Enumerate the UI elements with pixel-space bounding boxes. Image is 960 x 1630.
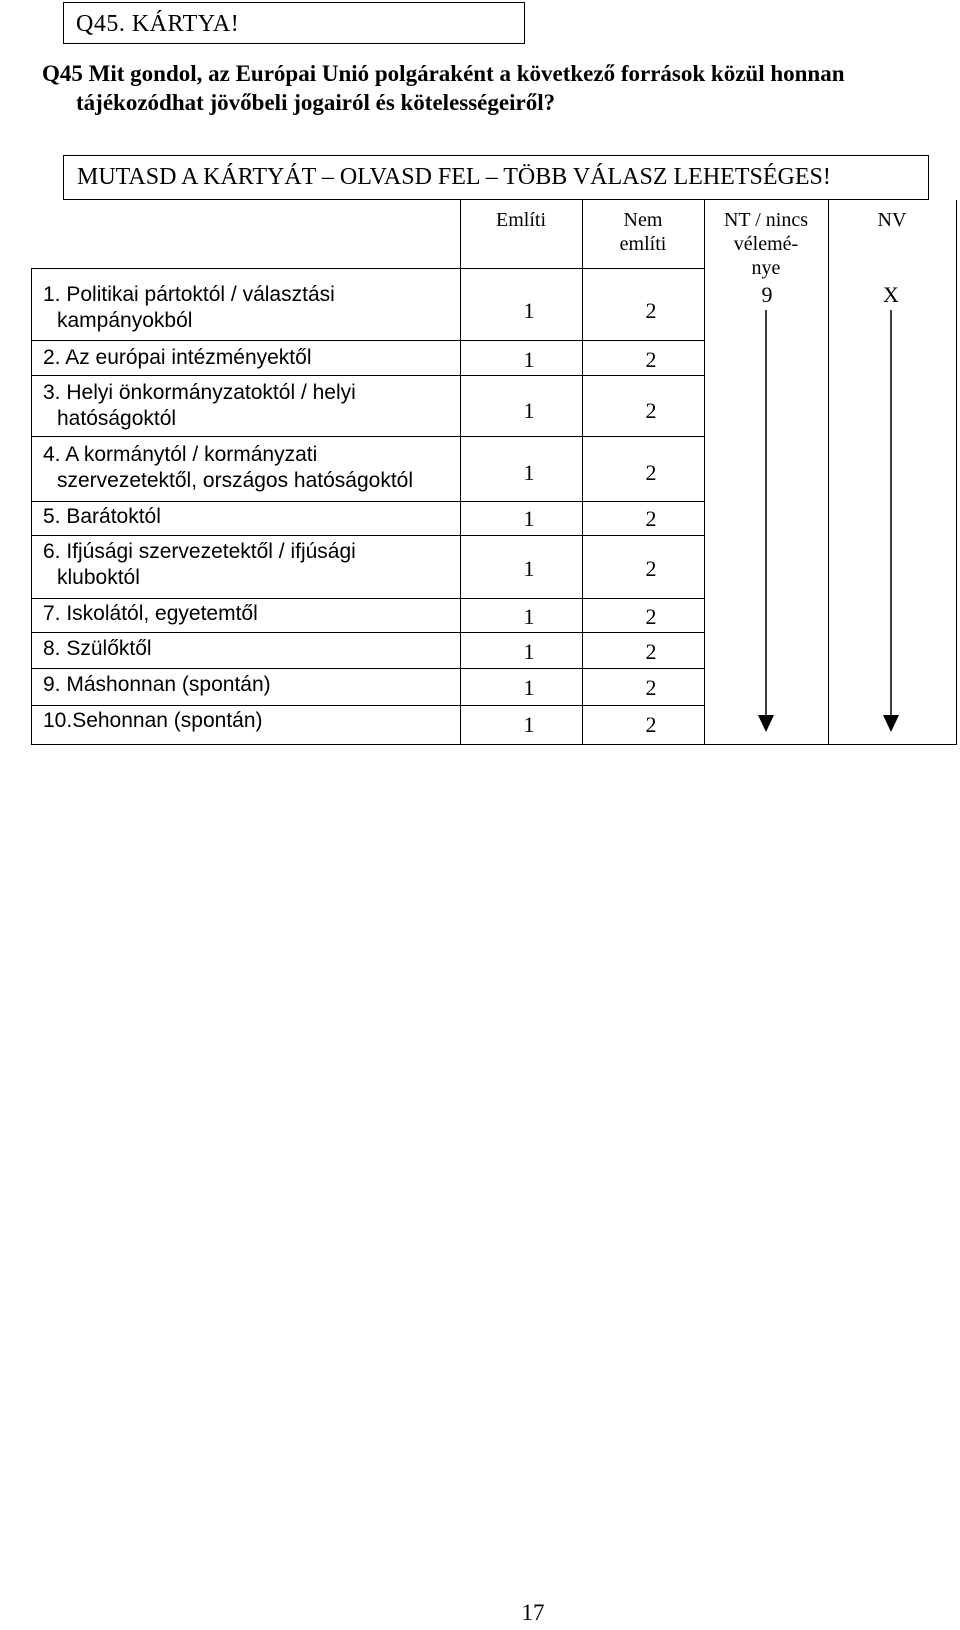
col-divider-3 — [704, 200, 705, 745]
table-row — [43, 539, 356, 591]
code-not-mentions: 2 — [645, 398, 657, 423]
header-mentions: Említi — [496, 209, 546, 231]
row-divider — [31, 501, 704, 502]
row-label: 9. Máshonnan (spontán) — [43, 673, 271, 696]
col-divider-2 — [582, 200, 583, 745]
row-divider — [31, 598, 704, 599]
code-dk: 9 — [761, 282, 773, 307]
code-mentions: 1 — [523, 506, 535, 531]
header-na: NV — [877, 209, 907, 231]
question-text — [42, 59, 942, 117]
code-mentions: 1 — [523, 712, 535, 737]
code-not-mentions: 2 — [645, 506, 657, 531]
question-line-2: tájékozódhat jövőbeli jogairól és kötelességeiről? — [76, 90, 556, 115]
question-line-1: Q45 Mit gondol, az Európai Unió polgáraként a következő források közül honnan — [42, 61, 845, 86]
code-mentions: 1 — [523, 398, 535, 423]
card-label: Q45. KÁRTYA! — [76, 11, 240, 37]
card-label-box — [63, 2, 525, 44]
header-dk-1: NT / nincs — [723, 209, 809, 231]
instruction-box — [63, 155, 929, 200]
row-label: 3. Helyi önkormányzatoktól / helyi — [43, 381, 356, 404]
header-not-mentions-2: említi — [619, 233, 667, 255]
code-not-mentions: 2 — [645, 675, 657, 700]
row-divider — [31, 668, 704, 669]
row-label: 1. Politikai pártoktól / választási — [43, 283, 335, 306]
row-label: 5. Barátoktól — [43, 505, 161, 528]
row-label-cont: szervezetektől, országos hatóságoktól — [57, 469, 414, 492]
row-divider — [31, 375, 704, 376]
table-row — [43, 442, 413, 494]
row-label-cont: kluboktól — [57, 566, 140, 589]
table-row — [43, 282, 335, 334]
code-not-mentions: 2 — [645, 460, 657, 485]
table-row — [43, 636, 152, 662]
row-label-cont: hatóságoktól — [57, 407, 177, 430]
row-label-cont: kampányokból — [57, 309, 193, 332]
header-dk-3: nye — [751, 257, 781, 279]
table-bottom-border — [31, 744, 956, 745]
row-label: 4. A kormánytól / kormányzati — [43, 443, 318, 466]
row-top-border — [31, 268, 704, 269]
col-divider-4 — [828, 200, 829, 745]
down-arrow-icon — [876, 310, 906, 735]
down-arrow-icon — [751, 310, 781, 735]
row-divider — [31, 340, 704, 341]
header-dk-2: vélemé- — [733, 233, 799, 255]
code-not-mentions: 2 — [645, 712, 657, 737]
table-row — [43, 601, 258, 627]
code-mentions: 1 — [523, 604, 535, 629]
code-mentions: 1 — [523, 556, 535, 581]
code-mentions: 1 — [523, 298, 535, 323]
table-row — [43, 672, 271, 698]
table-row — [43, 504, 161, 530]
row-label: 6. Ifjúsági szervezetektől / ifjúsági — [43, 540, 356, 563]
code-not-mentions: 2 — [645, 639, 657, 664]
code-not-mentions: 2 — [645, 347, 657, 372]
table-row — [43, 380, 356, 432]
table-row — [43, 345, 312, 371]
row-divider — [31, 705, 704, 706]
row-divider — [31, 632, 704, 633]
page-number: 17 — [521, 1600, 545, 1625]
instruction-text: MUTASD A KÁRTYÁT – OLVASD FEL – TÖBB VÁLASZ LEHETSÉGES! — [77, 164, 831, 190]
code-not-mentions: 2 — [645, 604, 657, 629]
row-label: 7. Iskolától, egyetemtől — [43, 602, 258, 625]
code-mentions: 1 — [523, 347, 535, 372]
table-row — [43, 708, 263, 734]
header-not-mentions-1: Nem — [623, 209, 663, 231]
row-label: 2. Az európai intézményektől — [43, 346, 312, 369]
code-na: X — [883, 282, 899, 307]
row-divider — [31, 535, 704, 536]
response-table — [31, 200, 957, 745]
code-mentions: 1 — [523, 460, 535, 485]
row-label: 10.Sehonnan (spontán) — [43, 709, 263, 732]
row-label: 8. Szülőktől — [43, 637, 152, 660]
col-divider-1 — [460, 200, 461, 745]
code-not-mentions: 2 — [645, 298, 657, 323]
code-mentions: 1 — [523, 675, 535, 700]
row-divider — [31, 436, 704, 437]
code-not-mentions: 2 — [645, 556, 657, 581]
code-mentions: 1 — [523, 639, 535, 664]
